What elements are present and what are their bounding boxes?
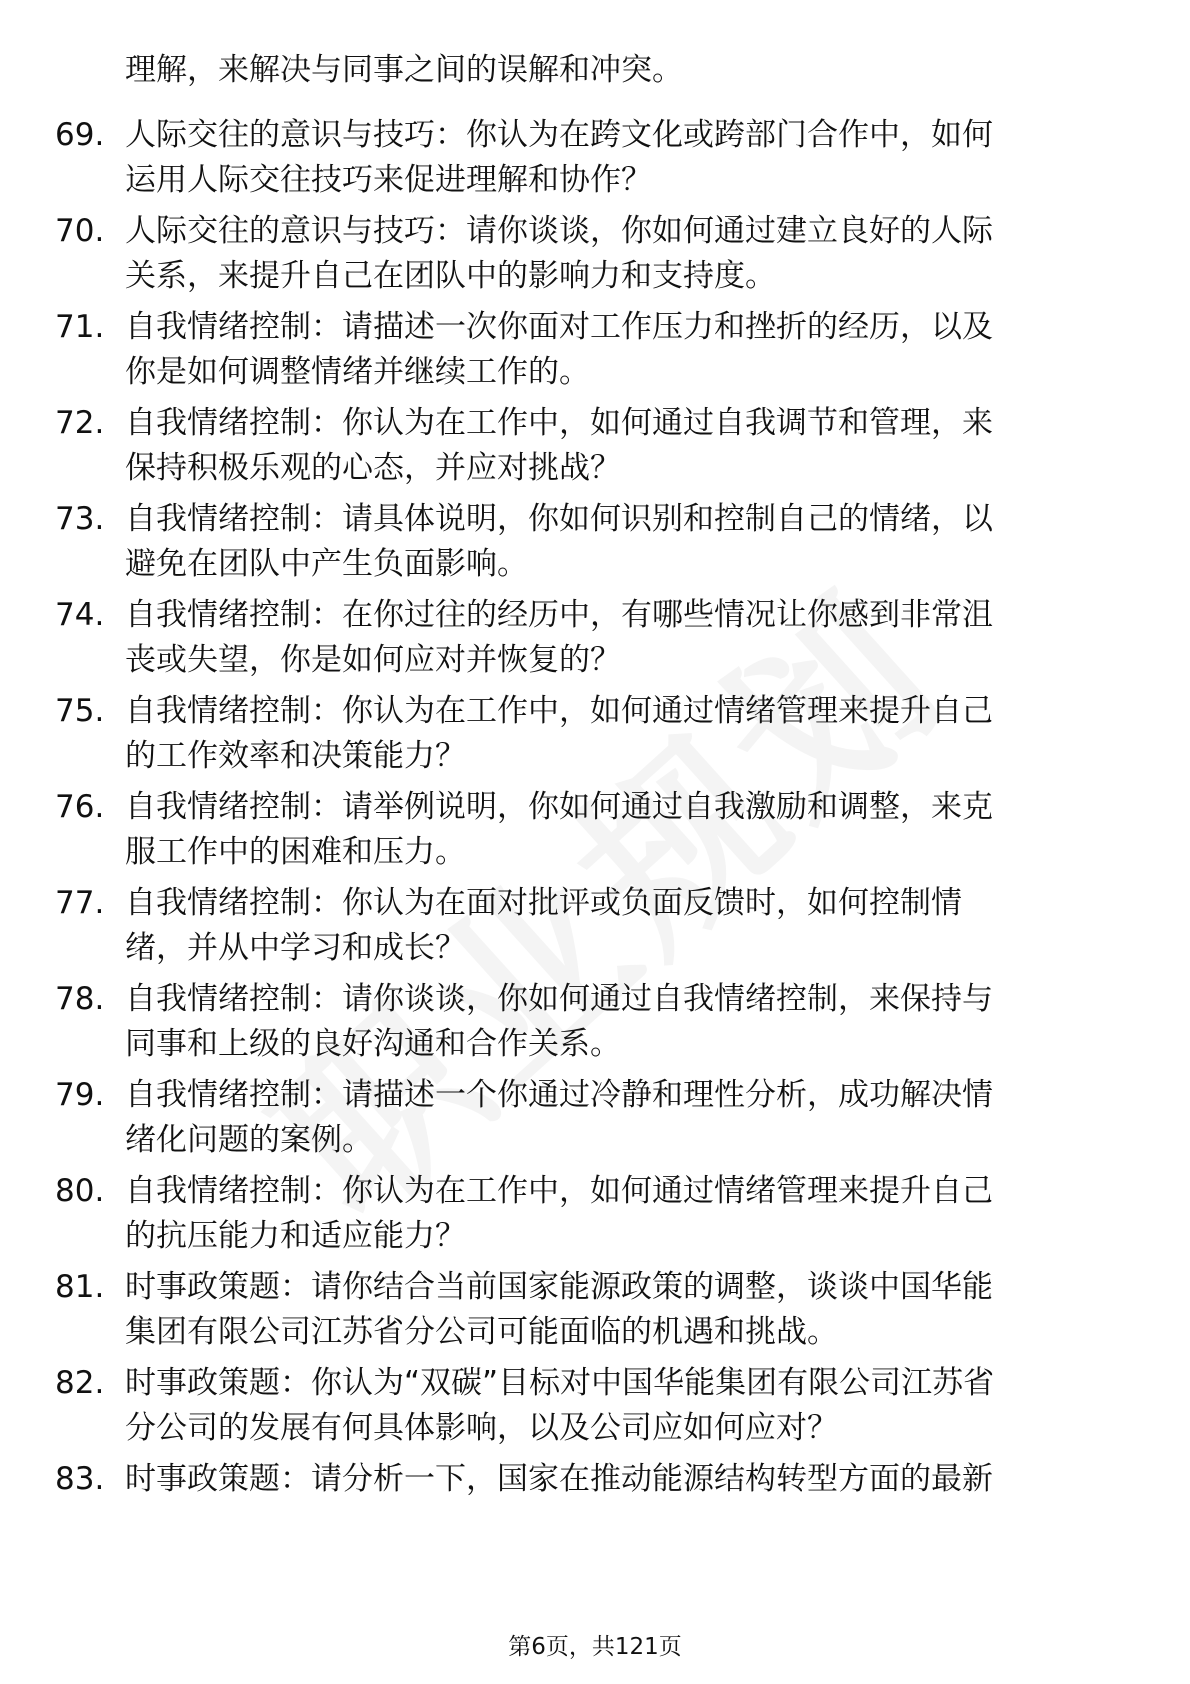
item-text-line1: 自我情绪控制：你认为在工作中，如何通过自我调节和管理，来 bbox=[125, 405, 993, 441]
item-text-line2: 丧或失望，你是如何应对并恢复的？ bbox=[125, 642, 621, 678]
item-text-line1: 自我情绪控制：请描述一个你通过冷静和理性分析，成功解决情 bbox=[125, 1077, 993, 1113]
item-text-line1: 自我情绪控制：请描述一次你面对工作压力和挫折的经历，以及 bbox=[125, 309, 993, 345]
item-number: 70. bbox=[55, 213, 105, 249]
list-item bbox=[0, 977, 1190, 1073]
item-text-line1: 自我情绪控制：请具体说明，你如何识别和控制自己的情绪，以 bbox=[125, 501, 993, 537]
item-text-line2: 保持积极乐观的心态，并应对挑战？ bbox=[125, 450, 621, 486]
item-text-line1: 时事政策题：请你结合当前国家能源政策的调整，谈谈中国华能 bbox=[125, 1269, 993, 1305]
item-text-line2: 同事和上级的良好沟通和合作关系。 bbox=[125, 1026, 621, 1062]
item-number: 76. bbox=[55, 789, 105, 825]
item-number: 79. bbox=[55, 1077, 105, 1113]
item-text-line2: 的工作效率和决策能力？ bbox=[125, 738, 466, 774]
list-item bbox=[0, 1073, 1190, 1169]
item-text-line1: 自我情绪控制：你认为在工作中，如何通过情绪管理来提升自己 bbox=[125, 1173, 993, 1209]
item-text-line1: 自我情绪控制：在你过往的经历中，有哪些情况让你感到非常沮 bbox=[125, 597, 993, 633]
list-item bbox=[0, 113, 1190, 209]
item-text-line2: 集团有限公司江苏省分公司可能面临的机遇和挑战。 bbox=[125, 1314, 838, 1350]
item-number: 72. bbox=[55, 405, 105, 441]
page-footer: 第6页，共121页 bbox=[508, 1634, 682, 1660]
item-number: 81. bbox=[55, 1269, 105, 1305]
item-text-line2: 关系，来提升自己在团队中的影响力和支持度。 bbox=[125, 258, 776, 294]
item-text-line1: 时事政策题：请分析一下，国家在推动能源结构转型方面的最新 bbox=[125, 1461, 993, 1497]
item-text-line2: 分公司的发展有何具体影响，以及公司应如何应对？ bbox=[125, 1410, 838, 1446]
item-text-line2: 运用人际交往技巧来促进理解和协作？ bbox=[125, 162, 652, 198]
list-item bbox=[0, 1457, 1190, 1553]
item-text-line2: 绪，并从中学习和成长？ bbox=[125, 930, 466, 966]
item-number: 75. bbox=[55, 693, 105, 729]
item-number: 69. bbox=[55, 117, 105, 153]
item-number: 71. bbox=[55, 309, 105, 345]
item-text-line1: 自我情绪控制：请举例说明，你如何通过自我激励和调整，来克 bbox=[125, 789, 993, 825]
list-item bbox=[0, 209, 1190, 305]
item-number: 78. bbox=[55, 981, 105, 1017]
item-text-line1: 时事政策题：你认为“双碳”目标对中国华能集团有限公司江苏省 bbox=[125, 1365, 995, 1401]
list-item bbox=[0, 881, 1190, 977]
list-item bbox=[0, 1361, 1190, 1457]
list-item bbox=[0, 401, 1190, 497]
continuation-text: 理解，来解决与同事之间的误解和冲突。 bbox=[125, 52, 683, 88]
item-text-line1: 自我情绪控制：你认为在工作中，如何通过情绪管理来提升自己 bbox=[125, 693, 993, 729]
item-text-line1: 人际交往的意识与技巧：请你谈谈，你如何通过建立良好的人际 bbox=[125, 213, 993, 249]
list-item bbox=[0, 785, 1190, 881]
item-text-line2: 的抗压能力和适应能力？ bbox=[125, 1218, 466, 1254]
item-number: 82. bbox=[55, 1365, 105, 1401]
item-text-line2: 避免在团队中产生负面影响。 bbox=[125, 546, 528, 582]
list-item bbox=[0, 1169, 1190, 1265]
item-number: 83. bbox=[55, 1461, 105, 1497]
item-text-line2: 你是如何调整情绪并继续工作的。 bbox=[125, 354, 590, 390]
item-number: 80. bbox=[55, 1173, 105, 1209]
item-number: 74. bbox=[55, 597, 105, 633]
item-text-line1: 人际交往的意识与技巧：你认为在跨文化或跨部门合作中，如何 bbox=[125, 117, 993, 153]
list-item bbox=[0, 305, 1190, 401]
list-item bbox=[0, 593, 1190, 689]
list-item bbox=[0, 1265, 1190, 1361]
list-item bbox=[0, 689, 1190, 785]
item-text-line2: 服工作中的困难和压力。 bbox=[125, 834, 466, 870]
item-text-line2: 绪化问题的案例。 bbox=[125, 1122, 373, 1158]
item-text-line1: 自我情绪控制：你认为在面对批评或负面反馈时，如何控制情 bbox=[125, 885, 962, 921]
item-text-line1: 自我情绪控制：请你谈谈，你如何通过自我情绪控制，来保持与 bbox=[125, 981, 993, 1017]
item-number: 73. bbox=[55, 501, 105, 537]
list-item bbox=[0, 497, 1190, 593]
item-number: 77. bbox=[55, 885, 105, 921]
